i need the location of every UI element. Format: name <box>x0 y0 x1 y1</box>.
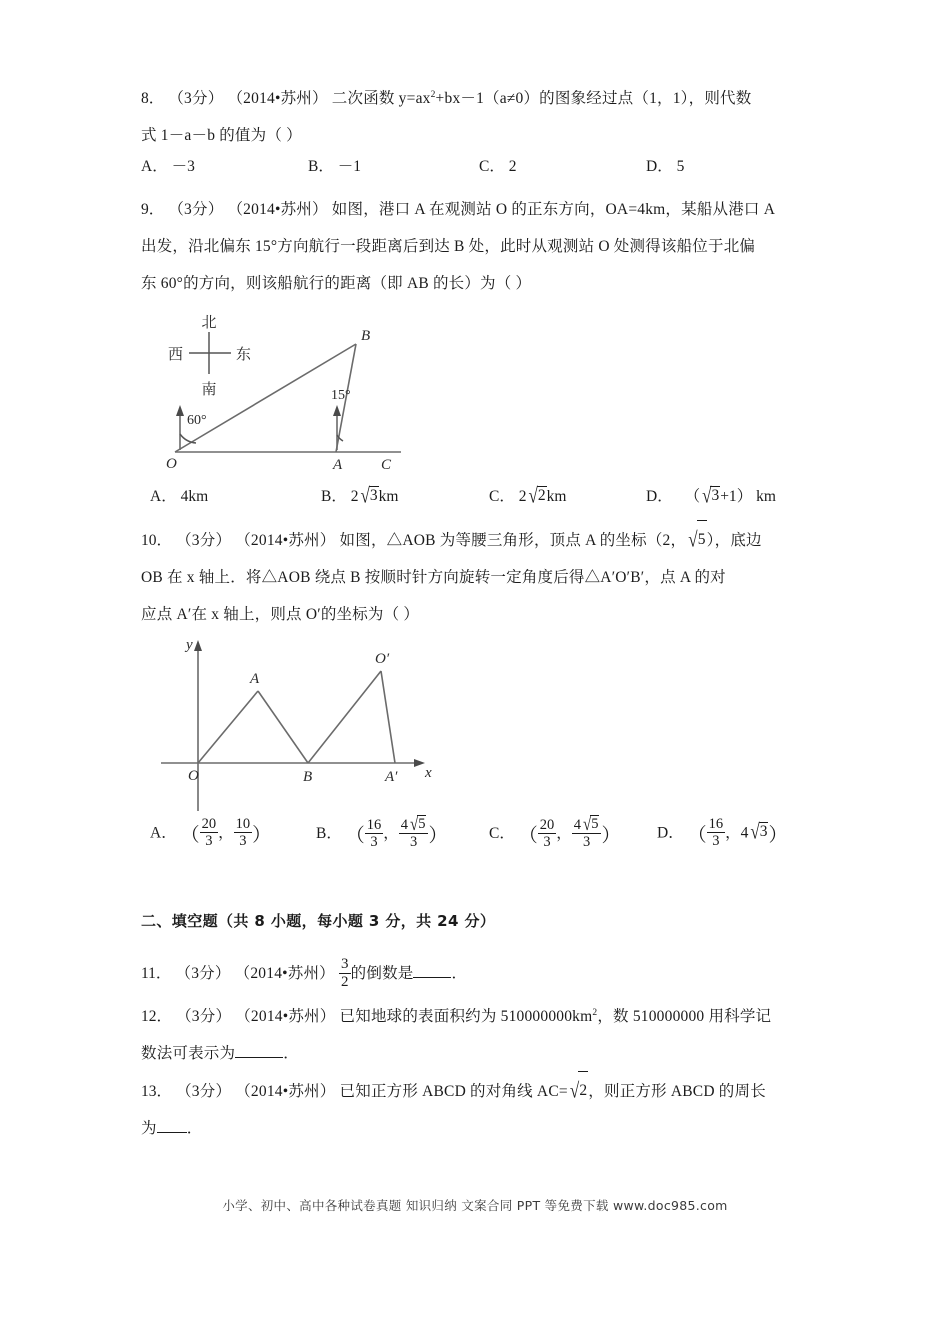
question-8-option-b[interactable] <box>308 154 361 176</box>
option-d-tail: +1 <box>720 488 737 505</box>
question-13-answer-blank[interactable] <box>157 1132 187 1133</box>
close-paren: ） <box>428 825 448 847</box>
question-10-option-c[interactable] <box>489 814 621 851</box>
question-12-number: 12． <box>141 1008 173 1025</box>
question-8-option-a[interactable] <box>141 154 195 176</box>
question-8-source: （2014•苏州） <box>227 90 328 107</box>
point-label-A: A <box>250 671 260 687</box>
question-13-line-1 <box>141 1072 813 1110</box>
option-d-unit: km <box>756 488 776 505</box>
question-9-text: 如图，港口 A 在观测站 O 的正东方向，OA=4km，某船从港口 A <box>331 201 776 218</box>
question-10-option-d[interactable] <box>657 817 787 850</box>
question-12-line-2 <box>141 1035 813 1072</box>
compass-east-label: 东 <box>236 345 252 363</box>
option-b-label: B． <box>316 824 342 842</box>
option-d-y-coefficient: 4 <box>740 824 749 842</box>
option-b-radicand: 3 <box>369 487 378 504</box>
question-8 <box>141 80 813 191</box>
option-a-label: A． <box>141 158 168 175</box>
question-12-answer-blank[interactable] <box>235 1057 283 1058</box>
question-9-line-2: 出发，沿北偏东 15°方向航行一段距离后到达 B 处，此时从观测站 O 处测得该船位于北偏 <box>141 238 756 255</box>
option-c-coefficient: 2 <box>518 488 527 505</box>
point-label-A: A <box>333 457 343 473</box>
question-10-radicand: 5 <box>697 520 707 558</box>
compass-north-label: 北 <box>201 313 217 331</box>
sqrt-icon: √5 <box>686 521 706 559</box>
question-10-options <box>141 814 813 873</box>
open-paren: （ <box>180 825 200 847</box>
option-b-x-fraction: $\frac{16}{3}$ <box>366 816 382 850</box>
question-10-figure <box>141 633 813 821</box>
sqrt-icon: √5 <box>583 814 599 835</box>
point-label-A-prime: A′ <box>385 769 398 785</box>
option-d-text: 5 <box>676 158 685 175</box>
angle-15-label: 15° <box>331 388 351 403</box>
question-9-option-b[interactable] <box>321 484 398 506</box>
question-13-number: 13． <box>141 1083 173 1100</box>
option-b-text: －1 <box>337 158 361 175</box>
question-13-source: （2014•苏州） <box>235 1083 336 1100</box>
question-8-points: （3分） <box>168 90 224 107</box>
close-paren: ） <box>252 825 272 847</box>
question-8-number: 8． <box>141 90 165 107</box>
question-10-source: （2014•苏州） <box>235 532 336 549</box>
question-8-exponent: 2 <box>430 89 436 100</box>
option-c-x-fraction: $\frac{20}{3}$ <box>539 816 555 850</box>
option-d-radicand: 3 <box>711 487 720 504</box>
option-a-text: 4km <box>180 488 209 505</box>
option-c-label: C． <box>489 824 515 842</box>
question-12-points: （3分） <box>176 1008 232 1025</box>
compass-west-label: 西 <box>167 345 183 363</box>
question-12-text-c: 数法可表示为 <box>141 1045 236 1062</box>
option-c-label: C． <box>479 158 505 175</box>
option-d-label: D． <box>646 488 673 505</box>
axis-label-y: y <box>186 637 193 653</box>
question-9-options <box>141 484 813 521</box>
option-a-label: A． <box>150 488 177 505</box>
question-10-text-b: ），底边 <box>706 532 762 549</box>
close-paren: ） <box>768 825 788 847</box>
sqrt-icon: √3 <box>360 483 378 508</box>
question-9 <box>141 191 813 521</box>
option-b-y-fraction: $\frac{4 √5}{3}$ <box>399 816 429 850</box>
option-d-close-paren: ） <box>736 488 753 505</box>
question-12-source: （2014•苏州） <box>235 1008 336 1025</box>
point-label-O: O <box>166 456 177 472</box>
question-9-source: （2014•苏州） <box>227 201 328 218</box>
question-10 <box>141 521 813 873</box>
question-12-text-b: ，数 510000000 用科学记 <box>597 1008 772 1025</box>
question-12-text-a: 已知地球的表面积约为 510000000km <box>339 1008 593 1025</box>
question-10-line-1 <box>141 521 813 559</box>
compass-south-label: 南 <box>201 380 217 398</box>
question-9-points: （3分） <box>168 201 224 218</box>
question-12-period: ． <box>283 1045 299 1062</box>
option-c-y-fraction: $\frac{4 √5}{3}$ <box>572 816 602 850</box>
question-10-option-a[interactable] <box>150 817 271 850</box>
axis-label-x: x <box>425 765 432 781</box>
open-paren: （ <box>687 825 707 847</box>
point-label-B: B <box>303 769 313 785</box>
question-10-points: （3分） <box>176 532 232 549</box>
question-11-source: （2014•苏州） <box>234 965 335 982</box>
question-9-option-d[interactable] <box>646 484 776 506</box>
page-content <box>141 80 813 1147</box>
option-d-label: D． <box>657 824 684 842</box>
option-c-radicand: 2 <box>537 487 546 504</box>
question-8-option-c[interactable] <box>479 154 516 176</box>
question-13-line-2 <box>141 1110 813 1147</box>
question-9-option-a[interactable] <box>150 484 208 506</box>
question-8-line-1 <box>141 80 813 117</box>
question-9-figure <box>141 302 813 484</box>
sqrt-icon: √2 <box>568 1072 588 1110</box>
sqrt-icon: √2 <box>528 483 546 508</box>
question-10-line-3: 应点 A′在 x 轴上，则点 O′的坐标为（ ） <box>141 606 420 623</box>
question-11-fraction: $\frac{3}{2}$ <box>340 956 349 990</box>
question-13-period: ． <box>186 1120 203 1137</box>
comma: ， <box>556 824 572 842</box>
option-b-unit: km <box>378 488 399 505</box>
open-paren: （ <box>518 825 538 847</box>
option-d-y-radicand: 3 <box>759 823 768 841</box>
comma: ， <box>725 824 741 842</box>
section-2-heading: 二、填空题（共 8 小题，每小题 3 分，共 24 分） <box>141 912 496 930</box>
option-a-label: A． <box>150 824 177 842</box>
option-d-x-fraction: $\frac{16}{3}$ <box>708 816 724 850</box>
option-b-label: B． <box>308 158 334 175</box>
question-12-exponent: 2 <box>592 1007 598 1018</box>
question-9-number: 9． <box>141 201 165 218</box>
question-8-options <box>141 154 813 191</box>
question-11-period: ． <box>451 965 468 982</box>
option-a-text: －3 <box>171 158 195 175</box>
question-10-number: 10． <box>141 532 173 549</box>
question-9-option-c[interactable] <box>489 484 566 506</box>
option-d-label: D． <box>646 158 673 175</box>
question-11-points: （3分） <box>175 965 231 982</box>
option-c-text: 2 <box>508 158 517 175</box>
question-11-answer-blank[interactable] <box>413 977 451 978</box>
comma: ， <box>218 824 234 842</box>
question-8-option-d[interactable] <box>646 154 684 176</box>
question-11-text: 的倒数是 <box>350 965 414 982</box>
question-8-line-2: 式 1－a－b 的值为（ ） <box>141 127 302 144</box>
sqrt-icon: √5 <box>410 814 426 835</box>
point-label-B: B <box>361 328 371 344</box>
question-9-line-1 <box>141 191 813 228</box>
option-a-y-fraction: $\frac{10}{3}$ <box>235 816 251 850</box>
question-11-number: 11． <box>141 965 172 982</box>
question-10-line-2: OB 在 x 轴上．将△AOB 绕点 B 按顺时针方向旋转一定角度后得△A′O′B′，点 A 的对 <box>141 569 726 586</box>
question-13-radicand: 2 <box>578 1071 588 1109</box>
question-8-text-a: 二次函数 y=ax <box>331 90 431 107</box>
point-label-C: C <box>381 457 392 473</box>
option-c-label: C． <box>489 488 515 505</box>
question-10-text-a: 如图，△AOB 为等腰三角形，顶点 A 的坐标（2， <box>339 532 687 549</box>
point-label-O-prime: O′ <box>375 651 390 667</box>
question-8-text-b: +bx－1（a≠0）的图象经过点（1，1），则代数 <box>435 90 752 107</box>
question-13-points: （3分） <box>176 1083 232 1100</box>
comma: ， <box>383 824 399 842</box>
option-b-coefficient: 2 <box>350 488 359 505</box>
open-paren: （ <box>345 825 365 847</box>
question-13-text-c: 为 <box>141 1120 157 1137</box>
sqrt-icon: √3 <box>702 483 720 508</box>
option-d-open-paren: （ <box>684 488 701 505</box>
option-c-unit: km <box>546 488 567 505</box>
sqrt-icon: √3 <box>750 819 768 844</box>
close-paren: ） <box>601 825 621 847</box>
angle-60-label: 60° <box>187 413 207 428</box>
question-11 <box>141 950 813 998</box>
page-footer-watermark: 小学、初中、高中各种试卷真题 知识归纳 文案合同 PPT 等免费下载 www.doc985.com <box>222 1198 728 1213</box>
question-12-line-1 <box>141 998 813 1035</box>
question-13-text-a: 已知正方形 ABCD 的对角线 AC= <box>339 1083 568 1100</box>
option-a-x-fraction: $\frac{20}{3}$ <box>201 816 217 850</box>
question-9-line-3: 东 60°的方向，则该船航行的距离（即 AB 的长）为（ ） <box>141 275 532 292</box>
question-10-option-b[interactable] <box>316 814 448 851</box>
question-13-text-b: ，则正方形 ABCD 的周长 <box>588 1083 766 1100</box>
point-label-O: O <box>188 768 199 784</box>
option-b-label: B． <box>321 488 347 505</box>
